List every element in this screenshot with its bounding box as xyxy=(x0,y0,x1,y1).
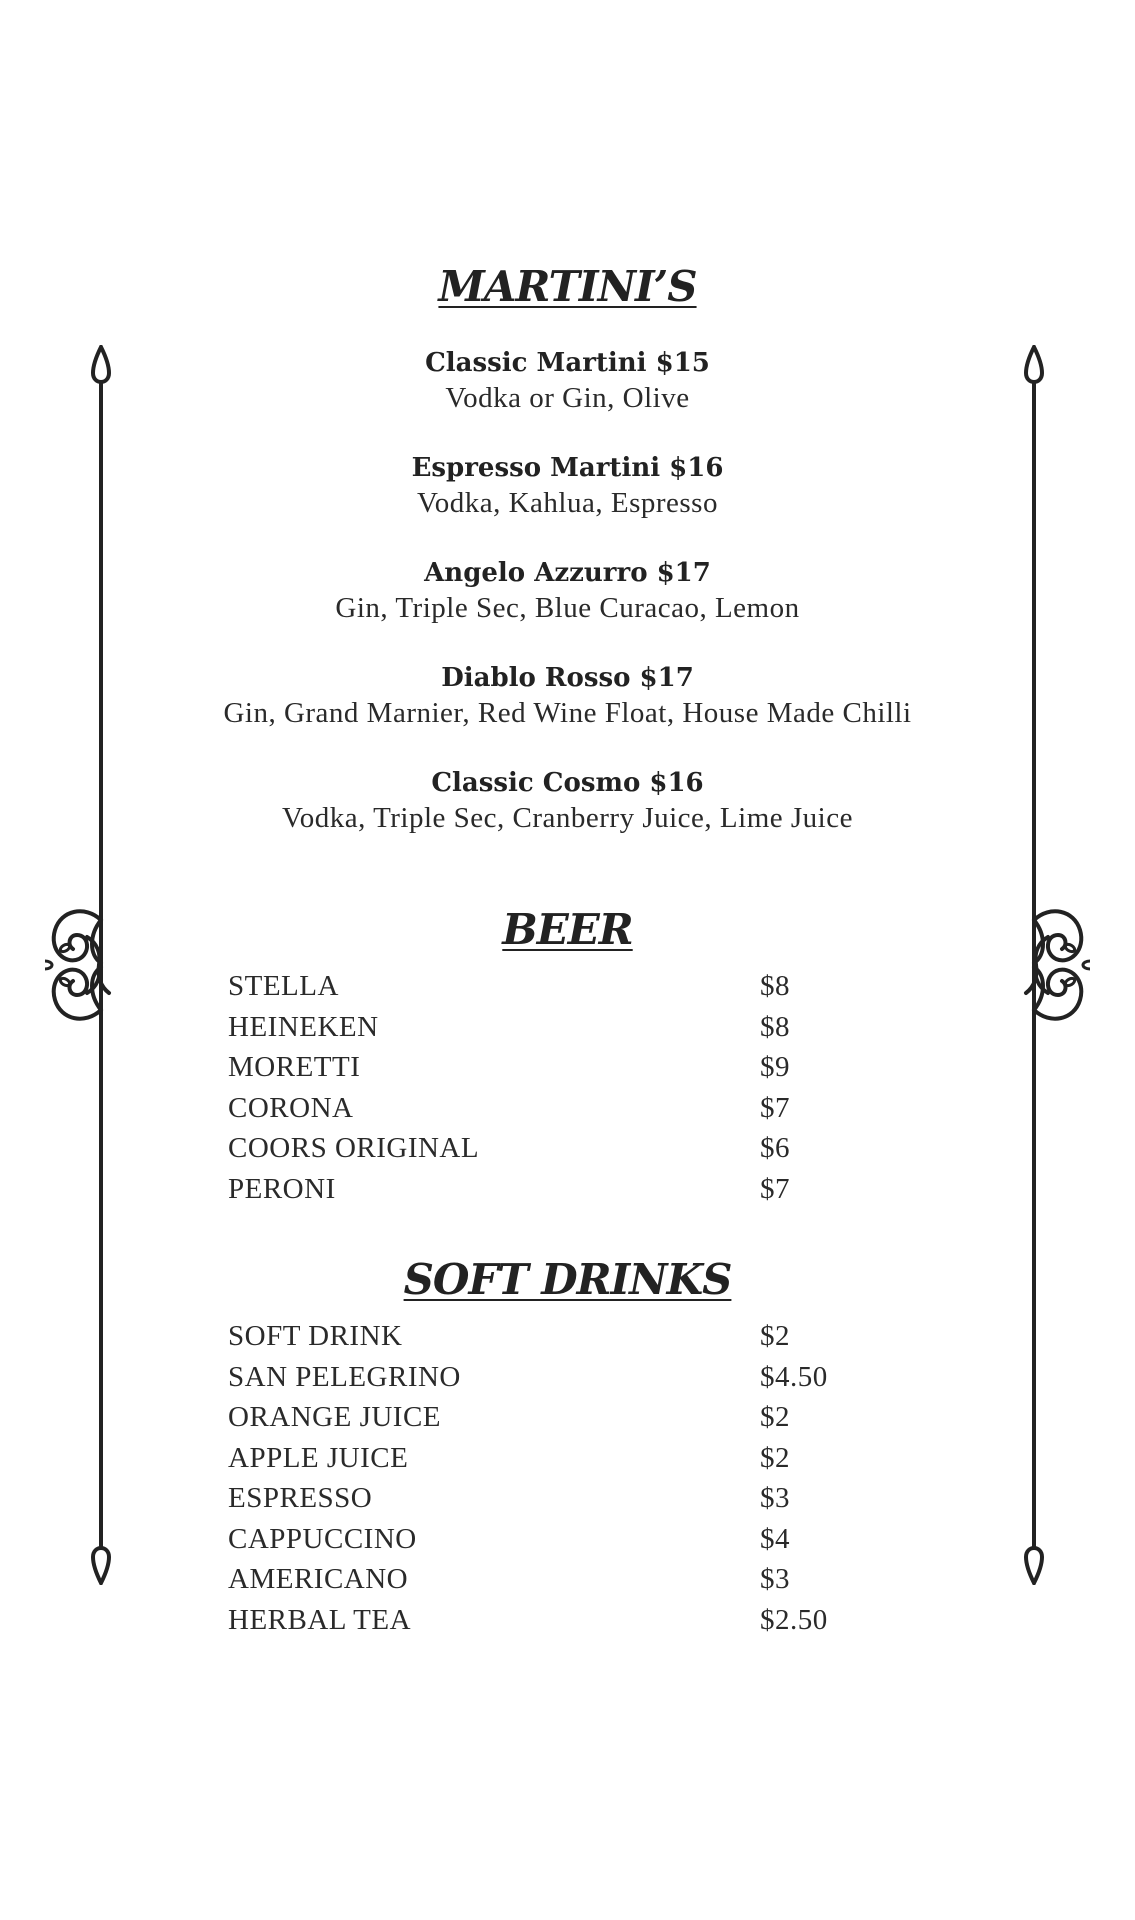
list-item xyxy=(228,1478,928,1519)
item-name: HEINEKEN xyxy=(228,1010,379,1043)
cocktail-description: Gin, Triple Sec, Blue Curacao, Lemon xyxy=(335,592,800,624)
item-price: $2 xyxy=(760,1401,790,1433)
beer-list xyxy=(228,966,928,1209)
item-name: COORS ORIGINAL xyxy=(228,1132,480,1164)
list-item xyxy=(228,1316,928,1357)
item-name: HERBAL TEA xyxy=(228,1603,412,1636)
list-item xyxy=(228,1438,928,1479)
item-name: SOFT DRINK xyxy=(228,1320,403,1352)
list-item xyxy=(228,1128,928,1169)
item-price: $7 xyxy=(760,1091,790,1124)
item-price: $8 xyxy=(760,1010,790,1043)
cocktail-item xyxy=(0,556,1135,626)
cocktail-description: Vodka or Gin, Olive xyxy=(445,382,690,414)
cocktail-name: Classic Martini $15 xyxy=(425,348,710,378)
item-price: $2.50 xyxy=(760,1603,828,1636)
list-item xyxy=(228,1007,928,1048)
cocktail-name: Diablo Rosso $17 xyxy=(441,663,694,693)
cocktail-description: Vodka, Kahlua, Espresso xyxy=(417,487,718,519)
list-item xyxy=(228,1357,928,1398)
item-price: $3 xyxy=(760,1563,790,1595)
list-item xyxy=(228,1397,928,1438)
cocktail-item xyxy=(0,451,1135,521)
right-scroll-border-icon xyxy=(980,345,1090,1585)
item-price: $8 xyxy=(760,970,790,1002)
item-price: $3 xyxy=(760,1482,790,1514)
list-item xyxy=(228,1559,928,1600)
list-item xyxy=(228,966,928,1007)
list-item xyxy=(228,1169,928,1210)
cocktail-item xyxy=(0,766,1135,836)
cocktail-name: Espresso Martini $16 xyxy=(411,453,724,483)
soft-drinks-heading: SOFT DRINKS xyxy=(403,1255,732,1304)
beer-heading: BEER xyxy=(502,905,633,954)
cocktail-name: Angelo Azzurro $17 xyxy=(424,558,711,588)
item-name: PERONI xyxy=(228,1172,336,1205)
cocktail-name: Classic Cosmo $16 xyxy=(431,768,704,798)
item-price: $9 xyxy=(760,1051,790,1083)
list-item xyxy=(228,1047,928,1088)
list-item xyxy=(228,1088,928,1129)
item-name: AMERICANO xyxy=(228,1563,409,1595)
item-name: ORANGE JUICE xyxy=(228,1401,442,1433)
item-name: MORETTI xyxy=(228,1051,361,1083)
item-price: $6 xyxy=(760,1132,790,1164)
item-name: APPLE JUICE xyxy=(228,1441,409,1474)
item-price: $2 xyxy=(760,1320,790,1352)
list-item xyxy=(228,1519,928,1560)
item-price: $4.50 xyxy=(760,1360,828,1393)
martinis-heading: MARTINI’S xyxy=(438,262,697,311)
list-item xyxy=(228,1600,928,1641)
item-name: CAPPUCCINO xyxy=(228,1522,417,1555)
cocktail-description: Vodka, Triple Sec, Cranberry Juice, Lime Juice xyxy=(282,802,853,834)
item-price: $4 xyxy=(760,1522,790,1555)
cocktail-description: Gin, Grand Marnier, Red Wine Float, House Made Chilli xyxy=(223,697,912,729)
left-scroll-border-icon xyxy=(45,345,155,1585)
cocktail-item xyxy=(0,661,1135,731)
item-name: STELLA xyxy=(228,970,339,1002)
item-name: SAN PELEGRINO xyxy=(228,1360,461,1393)
soft-drinks-list xyxy=(228,1316,928,1640)
cocktail-item xyxy=(0,346,1135,416)
item-price: $2 xyxy=(760,1441,790,1474)
item-name: ESPRESSO xyxy=(228,1482,373,1514)
item-price: $7 xyxy=(760,1172,790,1205)
item-name: CORONA xyxy=(228,1091,354,1124)
